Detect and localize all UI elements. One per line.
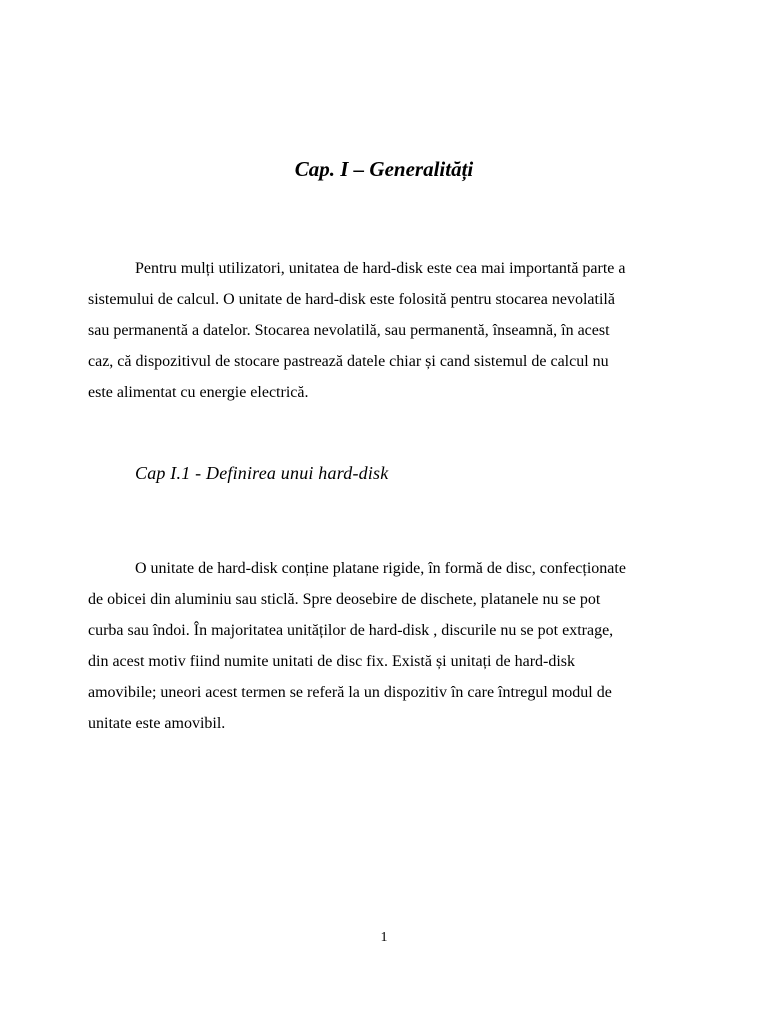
paragraph-line: curba sau îndoi. În majoritatea unităților de hard-disk , discurile nu se pot extrage,: [88, 622, 614, 639]
paragraph-line: sau permanentă a datelor. Stocarea nevolatilă, sau permanentă, înseamnă, în acest: [88, 322, 610, 339]
paragraph-line: este alimentat cu energie electrică.: [88, 384, 309, 401]
paragraph-line: de obicei din aluminiu sau sticlă. Spre deosebire de dischete, platanele nu se pot: [88, 591, 601, 608]
paragraph-line: din acest motiv fiind numite unitati de disc fix. Există și unitați de hard-disk: [88, 653, 576, 670]
paragraph-line: O unitate de hard-disk conține platane rigide, în formă de disc, confecționate: [135, 560, 626, 577]
paragraph-line: amovibile; uneori acest termen se referă la un dispozitiv în care întregul modul de: [88, 684, 612, 701]
paragraph-line: unitate este amovibil.: [88, 715, 226, 732]
paragraph-line: Pentru mulți utilizatori, unitatea de hard-disk este cea mai importantă parte a: [135, 260, 626, 277]
section-heading: Cap I.1 - Definirea unui hard-disk: [135, 463, 389, 483]
intro-paragraph: [88, 253, 688, 408]
paragraph-line: caz, că dispozitivul de stocare pastrează datele chiar și cand sistemul de calcul nu: [88, 353, 609, 370]
definition-paragraph: [88, 553, 688, 739]
chapter-title: Cap. I – Generalități: [294, 157, 474, 181]
paragraph-line: sistemului de calcul. O unitate de hard-disk este folosită pentru stocarea nevolatilă: [88, 291, 615, 308]
page-number: 1: [380, 930, 388, 945]
